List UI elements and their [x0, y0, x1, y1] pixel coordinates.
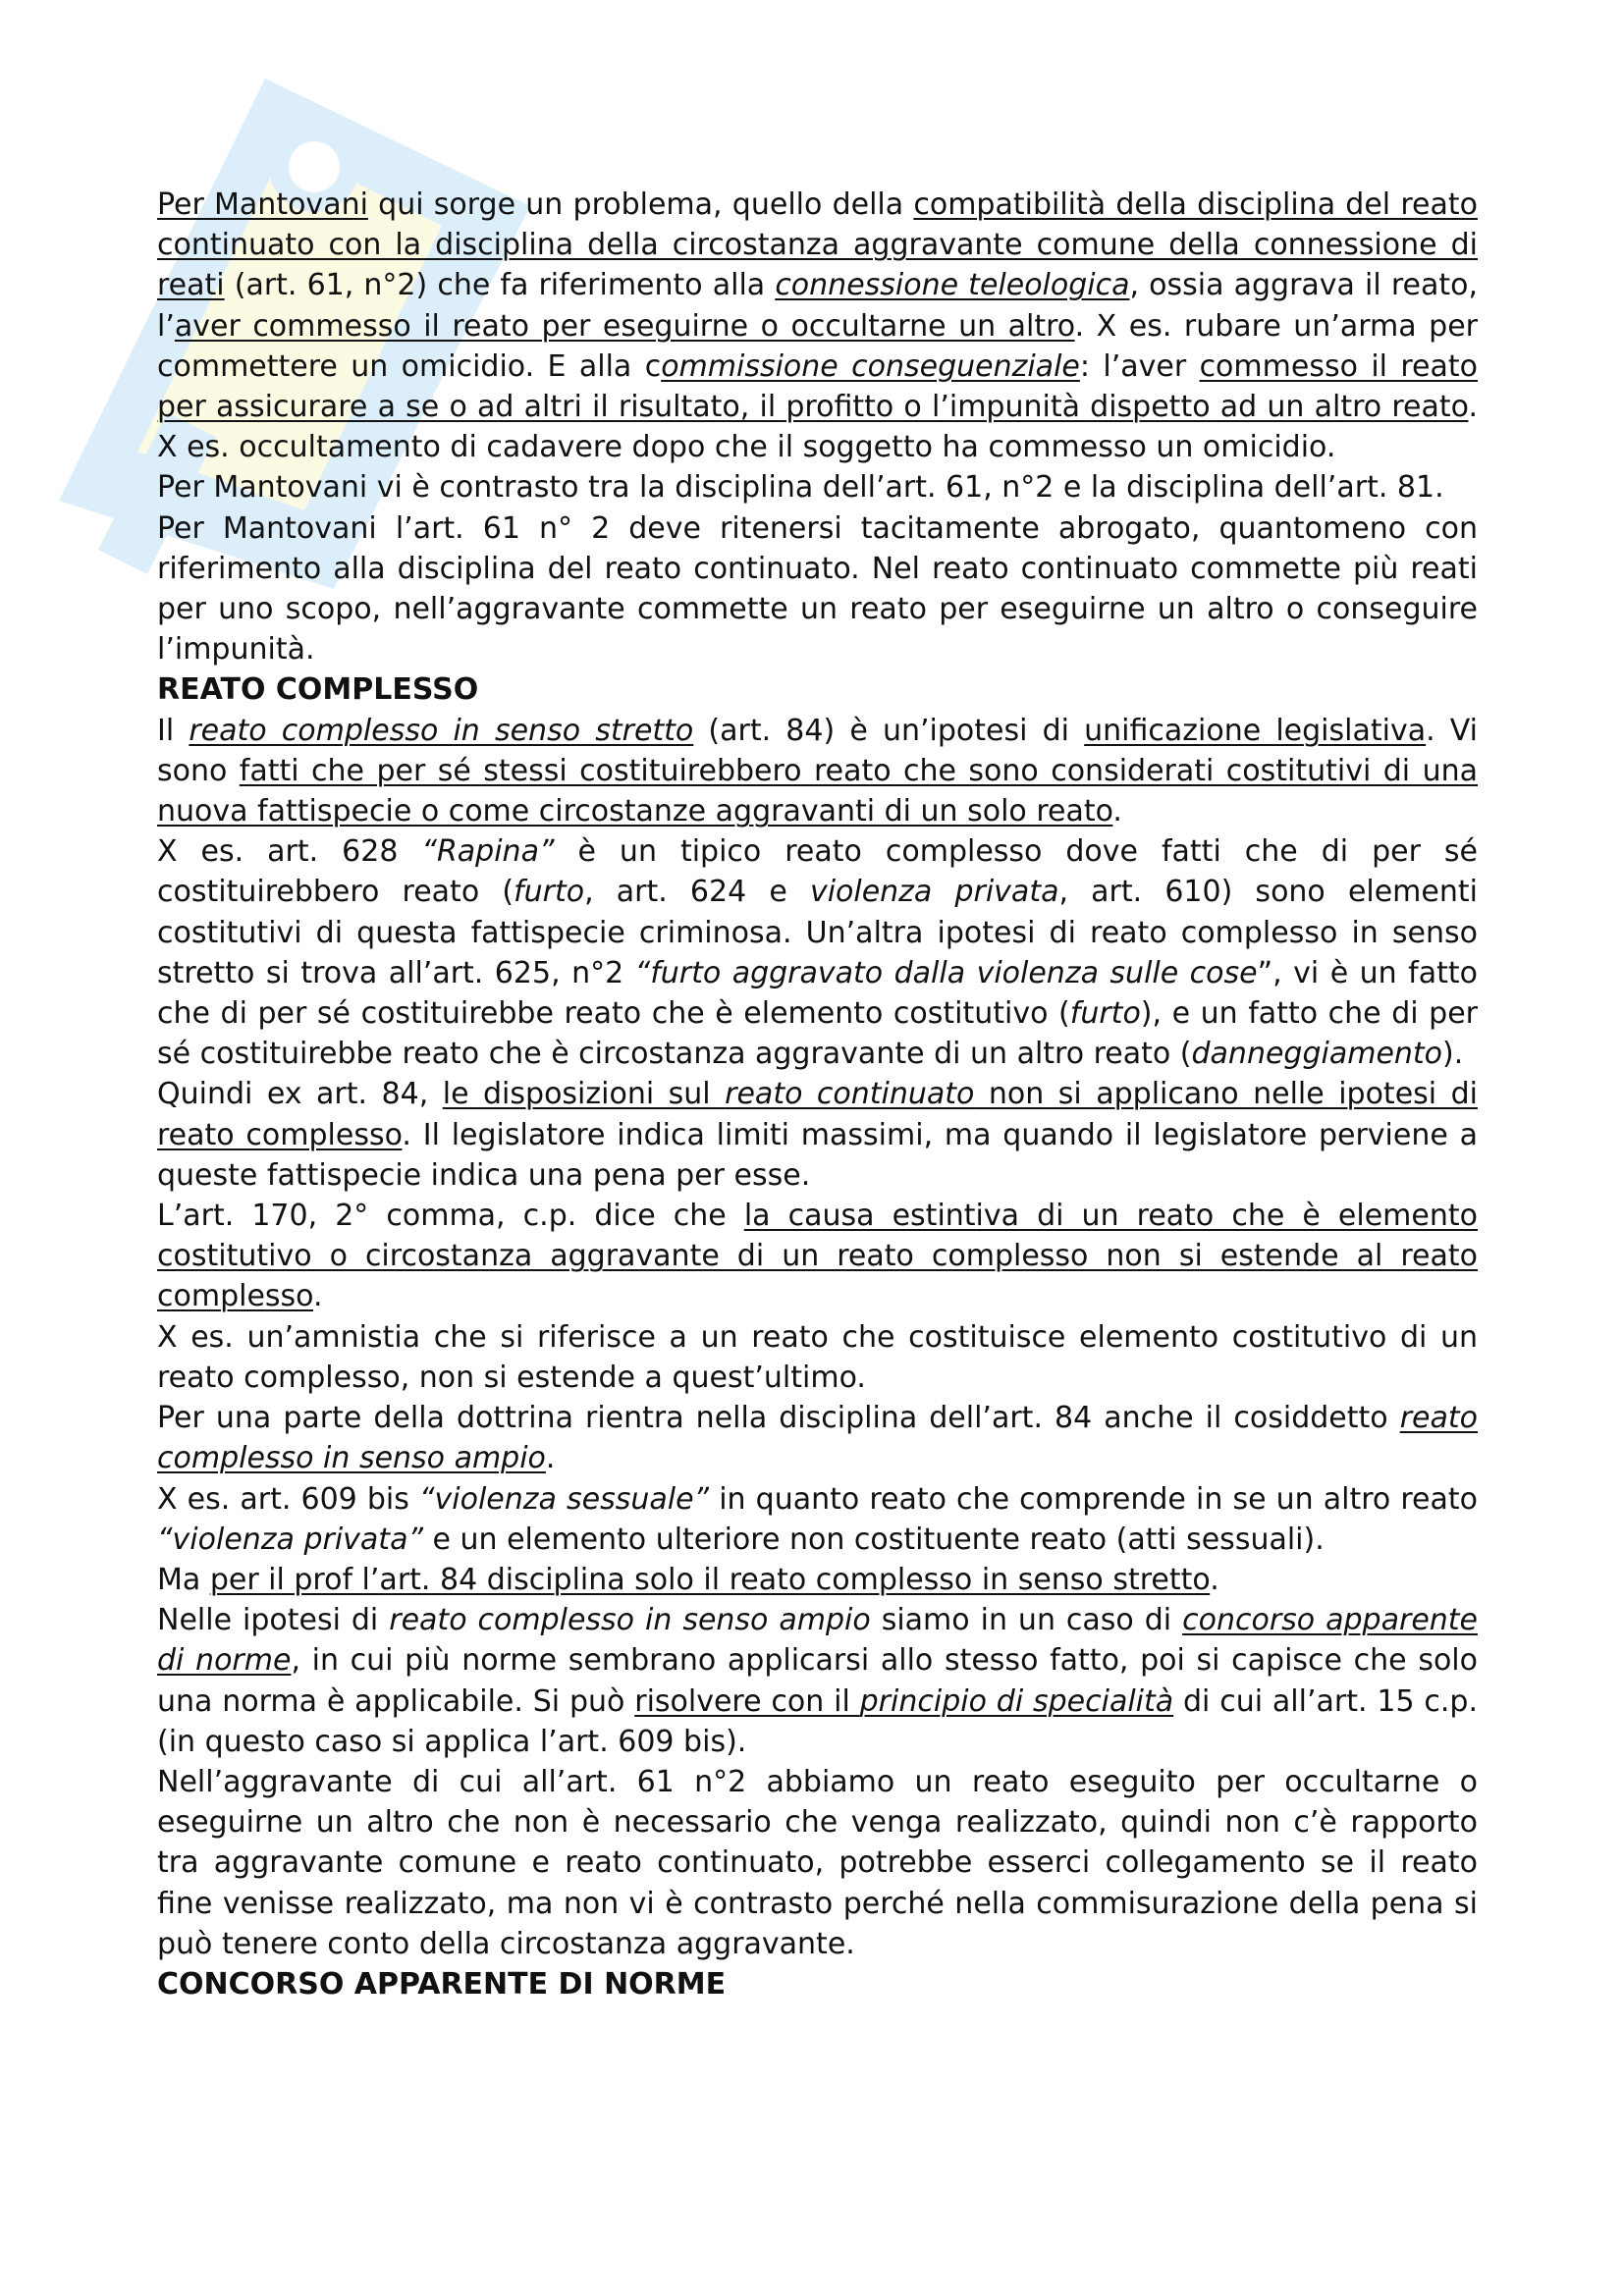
text-span: concorso apparente di norme	[157, 1603, 1479, 1679]
paragraph-contrasto: Per Mantovani vi è contrasto tra la disciplina dell’art. 61, n°2 e la disciplina dell’art. 81.	[157, 470, 1444, 506]
text-span: L’art. 170, 2° comma, c.p. dice che	[157, 1199, 744, 1234]
text-span: . Il legislatore indica limiti massimi, ma quando il legislatore perviene a queste fattispecie indica una pena per esse.	[157, 1117, 1478, 1193]
paragraph-concorso-apparente	[157, 1600, 1478, 1762]
text-span: .	[545, 1441, 556, 1476]
paragraph-reato-complesso-stretto	[157, 711, 1478, 832]
text-span: ).	[1442, 1037, 1464, 1072]
text-span: “Rapina”	[421, 834, 555, 870]
text-span: Quindi ex art. 84,	[157, 1077, 443, 1112]
text-span: “furto aggravato dalla violenza sulle cose	[634, 955, 1258, 990]
text-span: aver commesso il reato per eseguirne o occultarne un altro	[174, 308, 1075, 344]
text-span: .	[1210, 1562, 1219, 1597]
text-span: Ma	[157, 1562, 210, 1597]
text-span: siamo in un caso di	[870, 1603, 1183, 1638]
text-span: X es. art. 609 bis	[157, 1481, 419, 1517]
text-span: connessione teleologica	[775, 268, 1130, 303]
text-span: reato complesso in senso ampio	[389, 1603, 871, 1638]
text-span: . X es. rubare un’arma per commettere un omicidio. E alla c	[157, 308, 1479, 384]
text-span: . Vi sono	[157, 713, 1478, 788]
text-span: .	[313, 1279, 323, 1314]
text-span: furto	[1069, 996, 1141, 1032]
text-span: reato complesso in senso ampio	[157, 1401, 1478, 1476]
text-span: Per Mantovani	[157, 187, 368, 222]
paragraph-amnistia: X es. un’amnistia che si riferisce a un reato che costituisce elemento costitutivo di un reato complesso, non si estende a quest’ultimo.	[157, 1319, 1478, 1395]
paragraph-art170	[157, 1196, 1478, 1317]
text-span: .	[1112, 794, 1122, 829]
text-span: commesso il reato per assicurare a se o ad altri il risultato, il profitto o l’impunità dispetto ad un altro reato	[157, 348, 1479, 425]
text-span: la causa estintiva di un reato che è elemento costitutivo o circostanza aggravante di un reato complesso non si estende al reato complesso	[157, 1199, 1478, 1314]
text-span: , in cui più norme sembrano applicarsi allo stesso fatto, poi si capisce che solo una norma è applicabile. Si può	[157, 1643, 1478, 1719]
text-span: è un tipico reato complesso dove fatti che di per sé costituirebbero reato (	[157, 834, 1478, 910]
text-span: principio di specialità	[859, 1683, 1174, 1719]
text-span: ), e un fatto che di per sé costituirebbe reato che è circostanza aggravante di un altro reato (	[157, 996, 1478, 1072]
text-span: reato continuato	[725, 1077, 975, 1112]
text-span: compatibilità della disciplina del reato continuato con la disciplina della circostanza aggravante comune della connessione di reati	[157, 187, 1478, 303]
text-span: : l’aver	[1079, 348, 1200, 384]
text-span: fatti che per sé stessi costituirebbero reato che sono considerati costitutivi di una nuova fattispecie o come circostanze aggravanti di un solo reato	[157, 753, 1478, 829]
text-span: danneggiamento	[1191, 1037, 1443, 1072]
paragraph-violenza-sessuale	[157, 1479, 1478, 1560]
text-span: risolvere con il	[634, 1683, 860, 1719]
text-span: unificazione legislativa	[1084, 713, 1427, 748]
paragraph-aggravante: Nell’aggravante di cui all’art. 61 n°2 abbiamo un reato eseguito per occultarne o eseguirne un altro che non è necessario che venga realizzato, quindi non c’è rapporto tra aggravante comune e reato continuato, potrebbe esserci collegamento se il reato fine venisse realizzato, ma non vi è contrasto perché nella commisurazione della pena si può tenere conto della circostanza aggravante.	[157, 1764, 1478, 1961]
text-span: , art. 624 e	[584, 875, 810, 910]
text-span: X es. art. 628	[157, 834, 422, 870]
text-span: di cui all’art. 15 c.p. (in questo caso si applica l’art. 609 bis).	[157, 1683, 1478, 1759]
text-span: reato complesso in senso stretto	[189, 713, 694, 748]
text-span: in quanto reato che comprende in se un altro reato	[709, 1481, 1479, 1517]
text-span: Il	[157, 713, 189, 748]
text-span: per il prof l’art. 84 disciplina solo il reato complesso in senso stretto	[209, 1562, 1211, 1597]
paragraph-mantovani-problema	[157, 185, 1478, 467]
heading-reato-complesso: REATO COMPLESSO	[157, 672, 479, 708]
paragraph-rapina	[157, 831, 1478, 1074]
text-span: “violenza privata”	[157, 1522, 423, 1557]
text-span: Per una parte della dottrina rientra nella disciplina dell’art. 84 anche il cosiddetto	[157, 1401, 1400, 1436]
text-span: , art. 610) sono elementi costitutivi di questa fattispecie criminosa. Un’altra ipotesi di reato complesso in senso stretto si trova all’art. 625, n°2	[157, 875, 1478, 990]
text-span: (art. 61, n°2) che fa riferimento alla	[224, 268, 776, 303]
heading-concorso-apparente: CONCORSO APPARENTE DI NORME	[157, 1966, 727, 2002]
text-span: . X es. occultamento di cadavere dopo che il soggetto ha commesso un omicidio.	[157, 390, 1478, 465]
text-span: ”, vi è un fatto che di per sé costituirebbe reato che è elemento costitutivo (	[157, 955, 1478, 1032]
text-span: violenza privata	[809, 875, 1059, 910]
paragraph-senso-ampio	[157, 1398, 1478, 1478]
text-span: (art. 84) è un’ipotesi di	[693, 713, 1085, 748]
paragraph-art84	[157, 1074, 1478, 1196]
text-span: Nelle ipotesi di	[157, 1603, 390, 1638]
paragraph-prof	[157, 1560, 1478, 1600]
text-span: “violenza sessuale”	[418, 1481, 710, 1517]
text-span: e un elemento ulteriore non costituente reato (atti sessuali).	[423, 1522, 1325, 1557]
document-body	[157, 185, 1478, 2004]
paragraph-abrogato: Per Mantovani l’art. 61 n° 2 deve ritenersi tacitamente abrogato, quantomeno con riferimento alla disciplina del reato continuato. Nel reato continuato commette più reati per uno scopo, nell’aggravante commette un reato per eseguirne un altro o conseguire l’impunità.	[157, 510, 1478, 667]
text-span: , ossia aggrava il reato, l’	[157, 268, 1478, 344]
text-span: non si applicano nelle ipotesi di reato complesso	[157, 1077, 1478, 1152]
text-span: ommissione conseguenziale	[661, 348, 1080, 384]
text-span: qui sorge un problema, quello della	[367, 187, 914, 222]
text-span: furto	[514, 875, 585, 910]
text-span: le disposizioni sul	[442, 1077, 726, 1112]
